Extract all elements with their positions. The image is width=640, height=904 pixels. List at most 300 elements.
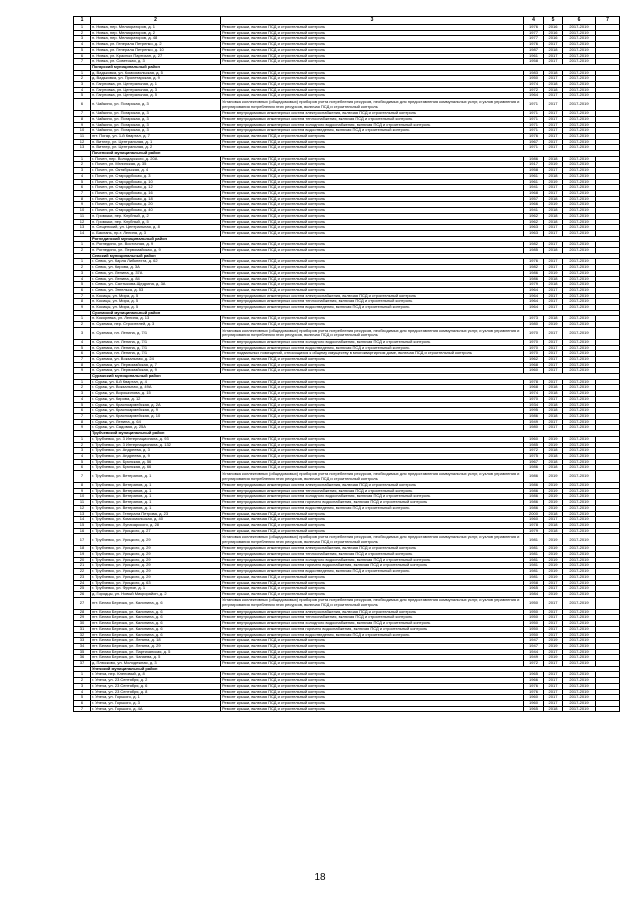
work-type-cell: Ремонт крыши, включая ПСД и строительный контроль [221,230,524,236]
build-year-cell: 1981 [524,563,544,569]
build-year-cell: 1978 [524,522,544,528]
repair-year-cell: 2017 [544,305,563,311]
plan-period-cell: 2017-2019 [563,471,596,483]
address-cell: г. Трубчевск, ул. Урицкого, д. 29 [91,563,221,569]
repair-year-cell: 2019 [544,494,563,500]
address-cell: п. Нивка, пер. Мелиораторов, д. 1 [91,25,221,31]
address-cell: г. Севск, ул. Карла Либкнехта, д. 62 [91,259,221,265]
work-type-cell: Ремонт крыши, включая ПСД и строительный контроль [221,695,524,701]
plan-period-cell: 2017-2019 [563,563,596,569]
repair-year-cell: 2017 [544,351,563,357]
repair-year-cell: 2017 [544,621,563,627]
work-type-cell: Установка коллективных (общедомовых) приборов учета потребления ресурсов, необходимых для предоставления коммунальных услуг, и узлов управления и регулирования потребления этих ресурсов, включая ПСД и строительный контроль [221,597,524,609]
row-number: 2 [74,30,91,36]
work-type-cell: Ремонт крыши, включая ПСД и строительный контроль [221,649,524,655]
plan-period-cell: 2017-2019 [563,213,596,219]
row-number: 6 [74,53,91,59]
plan-period-cell: 2017-2019 [563,368,596,374]
address-cell: г. Унеча, ул. 23 Сентября, д. 8 [91,689,221,695]
work-type-cell: Ремонт внутридомовых инженерных систем теплоснабжения, включая ПСД и строительный контроль [221,299,524,305]
repair-year-cell: 2017 [544,425,563,431]
build-year-cell: 1960 [524,368,544,374]
row-number: 13 [74,145,91,151]
work-type-cell: Ремонт крыши, включая ПСД и строительный контроль [221,270,524,276]
address-cell: п. Суземка, пл. Ленина, д. 7/1 [91,339,221,345]
work-type-cell: Ремонт крыши, включая ПСД и строительный контроль [221,30,524,36]
build-year-cell: 1986 [524,414,544,420]
address-cell: п. Чайкино, ул. Погарская, д. 3 [91,128,221,134]
table-row [74,597,620,609]
build-year-cell: 1941 [524,185,544,191]
plan-period-cell: 2017-2019 [563,185,596,191]
repair-year-cell: 2017 [544,700,563,706]
work-type-cell: Ремонт крыши, включая ПСД и строительный контроль [221,672,524,678]
row-number: 31 [74,626,91,632]
work-type-cell: Ремонт крыши, включая ПСД и строительный контроль [221,528,524,534]
address-cell: п. Суземка, пер. Строителей, д. 3 [91,322,221,328]
row-number: 25 [74,586,91,592]
build-year-cell: 1968 [524,385,544,391]
row-number: 1 [74,242,91,248]
work-type-cell: Установка коллективных (общедомовых) приборов учета потребления ресурсов, необходимых для предоставления коммунальных услуг, и узлов управления и регулирования потребления этих ресурсов, включая ПСД и строительный контроль [221,534,524,546]
plan-period-cell: 2017-2019 [563,59,596,65]
work-type-cell: Ремонт крыши, включая ПСД и строительный контроль [221,42,524,48]
plan-period-cell: 2017-2019 [563,293,596,299]
row-number: 9 [74,368,91,374]
address-cell: г. Трубчевск, ул. Комсомольская, д. 40 [91,517,221,523]
row-number: 7 [74,356,91,362]
address-cell: г. Трубчевск, ул. Ветеранов, д. 1 [91,471,221,483]
row-number: 13 [74,225,91,231]
plan-period-cell: 2017-2019 [563,448,596,454]
address-cell: г. Трубчевск, ул. 3 Интернационала, д. 93 [91,436,221,442]
build-year-cell: 1972 [524,661,544,667]
row-number: 6 [74,99,91,111]
row-number: 2 [74,322,91,328]
plan-period-cell: 2017-2019 [563,362,596,368]
repair-year-cell: 2017 [544,396,563,402]
address-cell: г. Трубчевск, ул. Брянская, д. 66 [91,465,221,471]
row-number: 1 [74,259,91,265]
repair-year-cell: 2017 [544,327,563,339]
work-type-cell: Ремонт крыши, включая ПСД и строительный контроль [221,511,524,517]
address-cell: пгт. Белая Березка, ул. Калинина, д. 6 [91,621,221,627]
plan-period-cell: 2017-2019 [563,305,596,311]
repair-year-cell: 2018 [544,316,563,322]
repair-year-cell: 2018 [544,459,563,465]
repair-year-cell: 2019 [544,488,563,494]
build-year-cell: 1971 [524,128,544,134]
row-number: 12 [74,219,91,225]
build-year-cell: 1962 [524,213,544,219]
row-number: 4 [74,276,91,282]
work-type-cell: Ремонт внутридомовых инженерных систем водоотведения, включая ПСД и строительный контроль [221,128,524,134]
address-cell: г. Трубчевск, ул. 3 Интернационала, д. 132 [91,442,221,448]
address-cell: д. Вадьковка, ул. Комсомольская, д. 5 [91,70,221,76]
repair-year-cell: 2019 [544,270,563,276]
repair-year-cell: 2018 [544,208,563,214]
address-cell: г. Трубчевск, ул. Ветеранов, д. 1 [91,500,221,506]
address-cell: г. Севск, ул. Салтыкова-Щедрина, д. 3А [91,282,221,288]
build-year-cell: 1960 [524,700,544,706]
work-type-cell: Установка коллективных (общедомовых) приборов учета потребления ресурсов, необходимых для предоставления коммунальных услуг, и узлов управления и регулирования потребления этих ресурсов, включая ПСД и строительный контроль [221,327,524,339]
row-number: 9 [74,425,91,431]
repair-year-cell: 2018 [544,173,563,179]
work-type-cell: Ремонт крыши, включая ПСД и строительный контроль [221,517,524,523]
build-year-cell: 1957 [524,196,544,202]
repair-year-cell: 2017 [544,42,563,48]
work-type-cell: Ремонт крыши, включая ПСД и строительный контроль [221,419,524,425]
repair-year-cell: 2018 [544,528,563,534]
repair-year-cell: 2019 [544,557,563,563]
repair-year-cell: 2017 [544,672,563,678]
work-type-cell: Ремонт крыши, включая ПСД и строительный контроль [221,678,524,684]
work-type-cell: Ремонт крыши, включая ПСД и строительный контроль [221,282,524,288]
work-type-cell: Ремонт крыши, включая ПСД и строительный контроль [221,36,524,42]
repair-year-cell: 2017 [544,293,563,299]
address-cell: п. Чайкино, ул. Погарская, д. 3 [91,122,221,128]
row-number: 7 [74,414,91,420]
work-type-cell: Ремонт крыши, включая ПСД и строительный контроль [221,133,524,139]
row-number: 9 [74,122,91,128]
work-type-cell: Ремонт крыши, включая ПСД и строительный контроль [221,442,524,448]
row-number: 33 [74,638,91,644]
row-number: 3 [74,683,91,689]
work-type-cell: Ремонт крыши, включая ПСД и строительный контроль [221,208,524,214]
work-type-cell: Ремонт крыши, включая ПСД и строительный контроль [221,580,524,586]
address-cell: г. Трубчевск, ул. Урицкого, д. 63 [91,580,221,586]
address-cell: г. Унеча, ул. Горького, д. 3 [91,700,221,706]
address-cell: пгт. Белая Березка, ул. Чапаева, д. 5 [91,655,221,661]
build-year-cell: 1964 [524,293,544,299]
row-number: 7 [74,190,91,196]
address-cell: г. Сураж, ул. Ленина, д. 64 [91,419,221,425]
build-year-cell: 1986 [524,488,544,494]
plan-period-cell: 2017-2019 [563,591,596,597]
row-number: 8 [74,483,91,489]
row-number: 8 [74,419,91,425]
plan-period-cell: 2017-2019 [563,700,596,706]
repair-year-cell: 2017 [544,632,563,638]
repair-year-cell: 2019 [544,179,563,185]
repair-year-cell: 2018 [544,87,563,93]
repair-year-cell: 2017 [544,345,563,351]
section-title: Суражский муниципальный район [91,374,620,380]
plan-period-cell: 2017-2019 [563,459,596,465]
build-year-cell: 1964 [524,287,544,293]
work-type-cell: Ремонт крыши, включая ПСД и строительный контроль [221,700,524,706]
repair-year-cell: 2019 [544,569,563,575]
row-number: 7 [74,111,91,117]
section-title: Почепский муниципальный район [91,151,620,157]
plan-period-cell: 2017-2019 [563,488,596,494]
repair-year-cell: 2018 [544,522,563,528]
row-number: 11 [74,213,91,219]
row-number: 2 [74,162,91,168]
work-type-cell: Ремонт внутридомовых инженерных систем электроснабжения, включая ПСД и строительный контроль [221,546,524,552]
repair-year-cell: 2017 [544,145,563,151]
plan-period-cell: 2017-2019 [563,442,596,448]
plan-period-cell: 2017-2019 [563,597,596,609]
row-number: 6 [74,287,91,293]
address-cell: п. Чайкино, ул. Погарская, д. 3 [91,99,221,111]
row-number: 10 [74,128,91,134]
row-number: 7 [74,471,91,483]
address-cell: п. Сещенский, ул. Центральная, д. 8 [91,225,221,231]
row-number: 5 [74,47,91,53]
build-year-cell: 1963 [524,230,544,236]
repair-year-cell: 2019 [544,483,563,489]
work-type-cell: Ремонт внутридомовых инженерных систем холодного водоснабжения, включая ПСД и строительный контроль [221,557,524,563]
address-cell: п. Нивка, ул. Генерала Петренко, д. 10 [91,47,221,53]
row-number: 4 [74,396,91,402]
address-cell: пгт. Белая Березка, ул. Ленина, д. 18 [91,638,221,644]
repair-year-cell: 2017 [544,609,563,615]
column-header-row [74,17,620,25]
address-cell: г. Унеча, ул. Горького, д. 4А [91,706,221,712]
build-year-cell: 1971 [524,99,544,111]
plan-period-cell: 2017-2019 [563,517,596,523]
repair-year-cell: 2018 [544,414,563,420]
address-cell: г. Трубчевск, ул. Урицкого, д. 29 [91,569,221,575]
repair-year-cell: 2019 [544,655,563,661]
work-type-cell: Ремонт крыши, включая ПСД и строительный контроль [221,168,524,174]
repair-year-cell: 2017 [544,683,563,689]
plan-period-cell: 2017-2019 [563,706,596,712]
repair-year-cell: 2019 [544,436,563,442]
build-year-cell: 1981 [524,534,544,546]
row-number: 16 [74,528,91,534]
build-year-cell: 1986 [524,465,544,471]
repair-year-cell: 2018 [544,82,563,88]
row-number: 14 [74,230,91,236]
page-number: 18 [314,872,326,883]
repair-year-cell: 2018 [544,453,563,459]
section-title: Севский муниципальный район [91,253,620,259]
plan-period-cell: 2017-2019 [563,638,596,644]
work-type-cell: Ремонт крыши, включая ПСД и строительный контроль [221,156,524,162]
row-number: 9 [74,488,91,494]
work-type-cell: Ремонт крыши, включая ПСД и строительный контроль [221,202,524,208]
row-number: 5 [74,402,91,408]
plan-period-cell: 2017-2019 [563,316,596,322]
row-number: 18 [74,546,91,552]
work-type-cell: Ремонт внутридомовых инженерных систем водоотведения, включая ПСД и строительный контроль [221,345,524,351]
address-cell: п. Нивка, пер. Мелиораторов, д. 2 [91,30,221,36]
work-type-cell: Ремонт крыши, включая ПСД и строительный контроль [221,661,524,667]
address-cell: г. Трубчевск, ул. Андреева, д. 9 [91,453,221,459]
build-year-cell: 1984 [524,591,544,597]
table-row [74,99,620,111]
address-cell: г. Сураж, ул. Красноармейская, д. 9 [91,408,221,414]
repair-year-cell: 2017 [544,59,563,65]
table-row [74,609,620,615]
row-number: 12 [74,505,91,511]
plan-period-cell: 2017-2019 [563,621,596,627]
row-number: 32 [74,632,91,638]
table-row [74,534,620,546]
plan-period-cell: 2017-2019 [563,225,596,231]
plan-period-cell: 2017-2019 [563,391,596,397]
plan-period-cell: 2017-2019 [563,25,596,31]
plan-period-cell: 2017-2019 [563,683,596,689]
address-cell: п. Косицы, ул. Мира, д. 5 [91,293,221,299]
column-header-7: 7 [596,17,620,25]
plan-period-cell: 2017-2019 [563,580,596,586]
plan-period-cell: 2017-2019 [563,173,596,179]
plan-period-cell: 2017-2019 [563,219,596,225]
work-type-cell: Ремонт внутридомовых инженерных систем теплоснабжения, включая ПСД и строительный контроль [221,552,524,558]
build-year-cell: 1964 [524,299,544,305]
column-header-6: 6 [563,17,596,25]
work-type-cell: Ремонт крыши, включая ПСД и строительный контроль [221,76,524,82]
column-header-4: 4 [524,17,544,25]
repair-year-cell: 2019 [544,534,563,546]
work-type-cell: Ремонт крыши, включая ПСД и строительный контроль [221,322,524,328]
plan-period-cell: 2017-2019 [563,574,596,580]
build-year-cell: 1972 [524,448,544,454]
row-number: 1 [74,156,91,162]
address-cell: пгт. Погар, ул. 1-й Квартал, д. 7 [91,133,221,139]
build-year-cell: 1968 [524,362,544,368]
row-number: 2 [74,265,91,271]
plan-period-cell: 2017-2019 [563,569,596,575]
build-year-cell: 1961 [524,53,544,59]
plan-period-cell: 2017-2019 [563,202,596,208]
repair-year-cell: 2017 [544,242,563,248]
plan-period-cell: 2017-2019 [563,208,596,214]
row-number: 3 [74,36,91,42]
work-type-cell: Ремонт крыши, включая ПСД и строительный контроль [221,265,524,271]
row-number: 1 [74,379,91,385]
work-type-cell: Ремонт крыши, включая ПСД и строительный контроль [221,190,524,196]
build-year-cell: 1978 [524,379,544,385]
repair-year-cell: 2018 [544,465,563,471]
repair-year-cell: 2019 [544,574,563,580]
address-cell: д. Плюсково, ул. Молодежная, д. 3 [91,661,221,667]
plan-period-cell: 2017-2019 [563,351,596,357]
row-number: 27 [74,597,91,609]
address-cell: п. Суземка, пл. Ленина, д. 7/1 [91,327,221,339]
build-year-cell: 1965 [524,672,544,678]
work-type-cell: Ремонт крыши, включая ПСД и строительный контроль [221,683,524,689]
work-type-cell: Ремонт крыши, включая ПСД и строительный контроль [221,655,524,661]
repair-year-cell: 2018 [544,706,563,712]
work-type-cell: Ремонт крыши, включая ПСД и строительный контроль [221,453,524,459]
repair-year-cell: 2019 [544,322,563,328]
plan-period-cell: 2017-2019 [563,483,596,489]
work-type-cell: Ремонт крыши, включая ПСД и строительный контроль [221,638,524,644]
row-number: 3 [74,168,91,174]
work-type-cell: Ремонт внутридомовых инженерных систем холодного водоснабжения, включая ПСД и строительный контроль [221,339,524,345]
plan-period-cell: 2017-2019 [563,179,596,185]
build-year-cell: 1950 [524,621,544,627]
build-year-cell: 1961 [524,179,544,185]
plan-period-cell: 2017-2019 [563,190,596,196]
work-type-cell: Ремонт внутридомовых инженерных систем водоотведения, включая ПСД и строительный контроль [221,632,524,638]
address-cell: п. Суземка, пл. Ленина, д. 7/1 [91,345,221,351]
extra-cell [596,99,620,111]
build-year-cell: 1971 [524,122,544,128]
build-year-cell: 1964 [524,305,544,311]
section-title: Суземский муниципальный район [91,310,620,316]
build-year-cell: 1958 [524,59,544,65]
plan-period-cell: 2017-2019 [563,534,596,546]
build-year-cell: 1950 [524,76,544,82]
address-cell: пгт. Белая Березка, ул. Ленина, д. 29 [91,643,221,649]
repair-year-cell: 2017 [544,368,563,374]
plan-period-cell: 2017-2019 [563,356,596,362]
build-year-cell: 1985 [524,248,544,254]
build-year-cell: 1970 [524,339,544,345]
build-year-cell: 1976 [524,42,544,48]
repair-year-cell: 2018 [544,276,563,282]
build-year-cell: 1986 [524,471,544,483]
build-year-cell: 1973 [524,316,544,322]
row-number: 1 [74,672,91,678]
row-number: 4 [74,87,91,93]
build-year-cell: 1981 [524,574,544,580]
address-cell: г. Трубчевск, ул. Ветеранов, д. 1 [91,488,221,494]
work-type-cell: Ремонт крыши, включая ПСД и строительный контроль [221,87,524,93]
build-year-cell: 1971 [524,111,544,117]
build-year-cell: 1975 [524,453,544,459]
plan-period-cell: 2017-2019 [563,522,596,528]
plan-period-cell: 2017-2019 [563,500,596,506]
row-number: 5 [74,93,91,99]
build-year-cell: 1968 [524,190,544,196]
repair-year-cell: 2016 [544,25,563,31]
row-number: 6 [74,351,91,357]
address-cell: г. Трубчевск, ул. Урицкого, д. 27 [91,528,221,534]
repair-year-cell: 2017 [544,356,563,362]
table-row [74,471,620,483]
row-number: 10 [74,208,91,214]
row-number: 1 [74,70,91,76]
build-year-cell: 1941 [524,208,544,214]
plan-period-cell: 2017-2019 [563,196,596,202]
build-year-cell: 1985 [524,442,544,448]
address-cell: д. Городцы, ул. Новый Микрорайон, д. 2 [91,591,221,597]
build-year-cell: 1950 [524,626,544,632]
address-cell: г. Сураж, ул. Садовая, д. 25А [91,425,221,431]
work-type-cell: Ремонт крыши, включая ПСД и строительный контроль [221,465,524,471]
work-type-cell: Ремонт внутридомовых инженерных систем теплоснабжения, включая ПСД и строительный контроль [221,488,524,494]
build-year-cell: 1950 [524,615,544,621]
address-cell: г. Почеп, ул. Мглинская, д. 35 [91,162,221,168]
row-number: 6 [74,185,91,191]
work-type-cell: Ремонт крыши, включая ПСД и строительный контроль [221,436,524,442]
plan-period-cell: 2017-2019 [563,30,596,36]
build-year-cell: 1949 [524,655,544,661]
plan-period-cell: 2017-2019 [563,643,596,649]
table-row [74,615,620,621]
repair-year-cell: 2019 [544,471,563,483]
repair-year-cell: 2018 [544,248,563,254]
build-year-cell: 1981 [524,552,544,558]
work-type-cell: Ремонт крыши, включая ПСД и строительный контроль [221,362,524,368]
build-year-cell: 1962 [524,219,544,225]
build-year-cell: 1971 [524,145,544,151]
work-type-cell: Ремонт крыши, включая ПСД и строительный контроль [221,25,524,31]
plan-period-cell: 2017-2019 [563,402,596,408]
work-type-cell: Ремонт крыши, включая ПСД и строительный контроль [221,414,524,420]
row-number: 15 [74,522,91,528]
build-year-cell: 1986 [524,494,544,500]
plan-period-cell: 2017-2019 [563,76,596,82]
build-year-cell: 1965 [524,586,544,592]
repair-year-cell: 2018 [544,213,563,219]
